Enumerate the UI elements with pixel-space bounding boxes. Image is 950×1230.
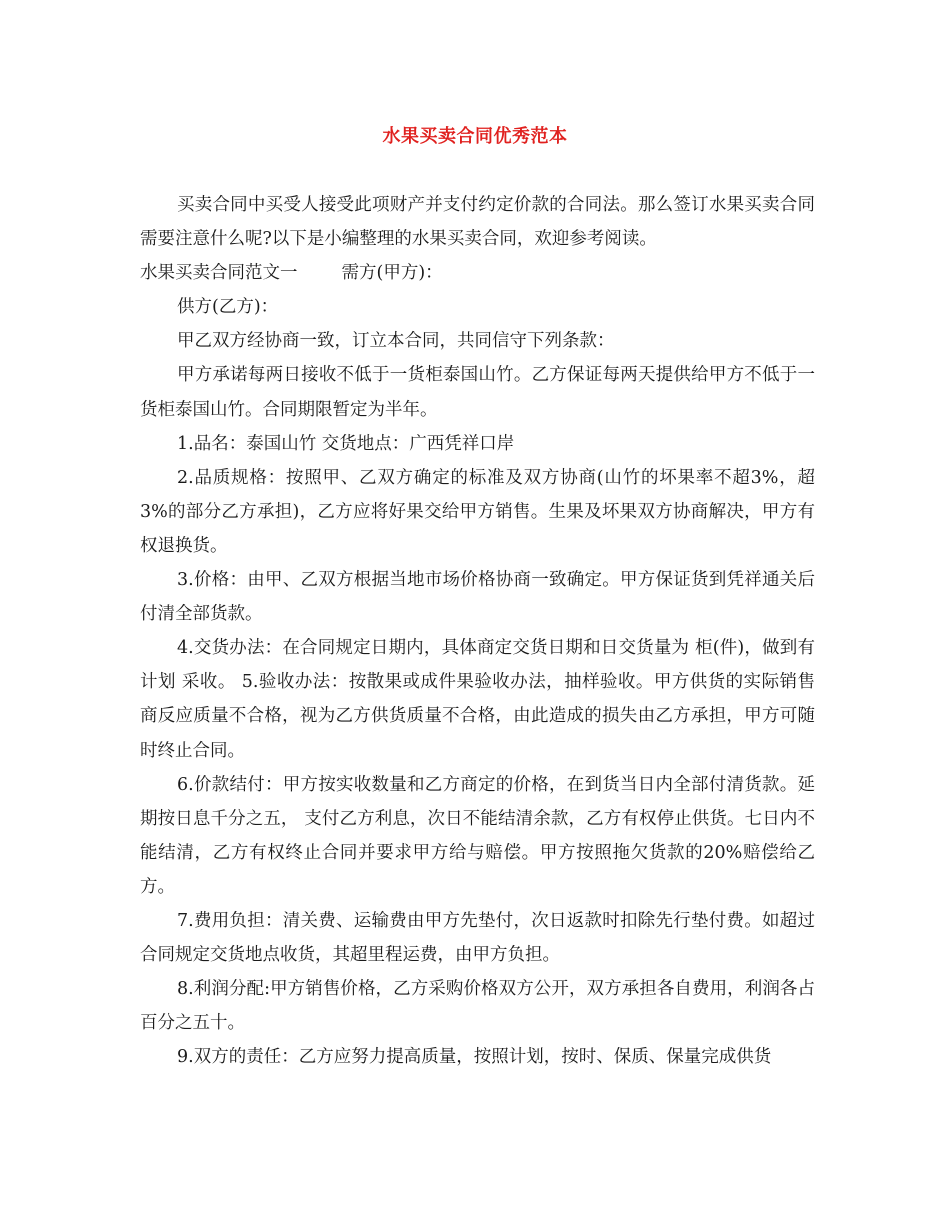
document-title: 水果买卖合同优秀范本 <box>382 126 568 147</box>
sample-heading: 水果买卖合同范文一 <box>140 263 298 284</box>
document-body <box>140 188 815 1074</box>
buyer-label: 需方(甲方)： <box>341 263 443 284</box>
paragraph-heading <box>140 256 815 290</box>
paragraph-supplier: 供方(乙方)： <box>177 297 279 318</box>
clause-7: 7.费用负担：清关费、运输费由甲方先垫付，次日返款时扣除先行垫付费。如超过合同规定交货地点收货，其超里程运费，由甲方负担。 <box>140 910 815 966</box>
paragraph-intro: 买卖合同中买受人接受此项财产并支付约定价款的合同法。那么签订水果买卖合同需要注意什么呢?以下是小编整理的水果买卖合同，欢迎参考阅读。 <box>140 195 815 250</box>
clause-8: 8.利润分配:甲方销售价格，乙方采购价格双方公开，双方承担各自费用，利润各占百分之五十。 <box>140 979 815 1034</box>
clause-4-5: 4.交货办法：在合同规定日期内，具体商定交货日期和日交货量为 柜(件)，做到有计划 采收。 5.验收办法：按散果或成件果验收办法，抽样验收。甲方供货的实际销售商反应质量不合格，视为乙方供货质量不合格，由此造成的损失由乙方承担，甲方可随时终止合同。 <box>140 638 815 761</box>
paragraph-agreement: 甲乙双方经协商一致，订立本合同，共同信守下列条款： <box>177 331 615 352</box>
clause-9: 9.双方的责任：乙方应努力提高质量，按照计划，按时、保质、保量完成供货 <box>177 1047 772 1068</box>
clause-6: 6.价款结付：甲方按实收数量和乙方商定的价格，在到货当日内全部付清货款。延期按日息千分之五， 支付乙方利息，次日不能结清余款，乙方有权停止供货。七日内不能结清，乙方有权终止合同并要求甲方给与赔偿。甲方按照拖欠货款的20%赔偿给乙方。 <box>140 774 815 897</box>
paragraph-commitment: 甲方承诺每两日接收不低于一货柜泰国山竹。乙方保证每两天提供给甲方不低于一货柜泰国山竹。合同期限暂定为半年。 <box>140 365 815 420</box>
clause-1: 1.品名：泰国山竹 交货地点：广西凭祥口岸 <box>177 433 515 454</box>
clause-3: 3.价格：由甲、乙双方根据当地市场价格协商一致确定。甲方保证货到凭祥通关后付清全部货款。 <box>140 570 815 625</box>
clause-2: 2.品质规格：按照甲、乙双方确定的标准及双方协商(山竹的坏果率不超3%，超3%的部分乙方承担)，乙方应将好果交给甲方销售。生果及坏果双方协商解决，甲方有权退换货。 <box>140 467 815 556</box>
